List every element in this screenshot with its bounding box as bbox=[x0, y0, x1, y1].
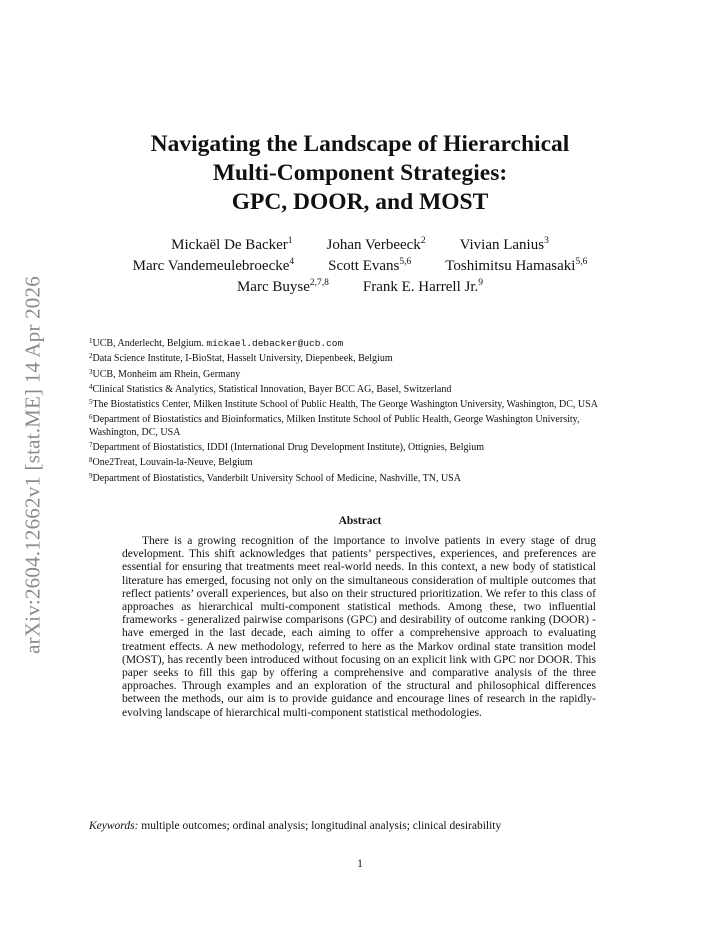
abstract-body: There is a growing recognition of the importance to involve patients in every stage of drug development. This shift acknowledges that patients’ perspectives, experiences, and preferences are essential for ensuring that treatments meet real-world needs. In this context, a new body of statistical literature has emerged, focusing not only on the simultaneous consideration of multiple outcomes that reflect patients’ overall experiences, but also on their structured prioritization. We refer to this class of approaches as hierarchical multi-component statistical methods. Among these, two influential frameworks - generalized pairwise comparisons (GPC) and desirability of outcome ranking (DOOR) - have emerged in the last decade, each aiming to offer a comprehensive approach to evaluating treatment effects. A new methodology, referred to here as the Markov ordinal state transition model (MOST), has recently been introduced without focusing on an explicit link with GPC nor DOOR. This paper seeks to fill this gap by offering a comprehensive and comparative analysis of the three approaches. Through examples and an exploration of the structural and philosophical differences between the methods, our aim is to provide guidance and encourage lines of research in the rapidly-evolving landscape of hierarchical multi-component statistical methodologies. bbox=[122, 535, 596, 719]
author-row-1 bbox=[0, 236, 720, 257]
affiliation: $^8$One2Treat, Louvain-la-Neuve, Belgium bbox=[89, 456, 253, 469]
author: Toshimitsu Hamasaki$^{5,6}$ bbox=[445, 257, 588, 274]
author: Johan Verbeeck$^2$ bbox=[326, 236, 426, 253]
author-email-link[interactable]: mickael.debacker@ucb.com bbox=[206, 338, 344, 349]
abstract-heading: Abstract bbox=[338, 515, 382, 527]
keywords-text: multiple outcomes; ordinal analysis; longitudinal analysis; clinical desirability bbox=[138, 820, 502, 832]
arxiv-sidebar bbox=[18, 250, 48, 680]
author: Marc Buyse$^{2,7,8}$ bbox=[236, 278, 329, 295]
keywords bbox=[89, 820, 649, 832]
arxiv-identifier: arXiv:2604.12662v1 [stat.ME] 14 Apr 2026 bbox=[20, 276, 45, 654]
author: Mickaël De Backer$^1$ bbox=[171, 236, 293, 253]
author-row-2 bbox=[0, 257, 720, 278]
author: Frank E. Harrell Jr.$^9$ bbox=[362, 278, 484, 295]
affiliation: $^9$Department of Biostatistics, Vanderbilt University School of Medicine, Nashville, TN, USA bbox=[89, 471, 461, 484]
author: Scott Evans$^{5,6}$ bbox=[328, 257, 412, 274]
paper-title bbox=[0, 130, 720, 217]
affiliation-list bbox=[89, 335, 631, 485]
affiliation: $^4$Clinical Statistics & Analytics, Statistical Innovation, Bayer BCC AG, Basel, Switzerland bbox=[89, 382, 452, 395]
author: Marc Vandemeulebroecke$^4$ bbox=[132, 257, 295, 274]
affiliation: $^7$Department of Biostatistics, IDDI (International Drug Development Institute), Ottignies, Belgium bbox=[89, 441, 485, 454]
affiliation: $^6$Department of Biostatistics and Bioinformatics, Milken Institute School of Public Health, George Washington University, Washington, DC, USA bbox=[89, 413, 580, 438]
affiliation: $^1$UCB, Anderlecht, Belgium. mickael.debacker@ucb.com bbox=[89, 337, 344, 349]
title-line-2: Multi-Component Strategies: bbox=[212, 160, 508, 186]
affiliation: $^3$UCB, Monheim am Rhein, Germany bbox=[89, 367, 241, 380]
author: Vivian Lanius$^3$ bbox=[459, 236, 549, 253]
author-list bbox=[0, 236, 720, 299]
title-line-3: GPC, DOOR, and MOST bbox=[231, 189, 489, 215]
author-row-3 bbox=[0, 278, 720, 299]
page-number: 1 bbox=[357, 858, 363, 870]
keywords-label: Keywords: bbox=[89, 820, 139, 832]
title-line-1: Navigating the Landscape of Hierarchical bbox=[150, 131, 570, 157]
affiliation: $^5$The Biostatistics Center, Milken Institute School of Public Health, The George Washington University, Washington, DC, USA bbox=[89, 398, 598, 411]
affiliation: $^2$Data Science Institute, I-BioStat, Hasselt University, Diepenbeek, Belgium bbox=[89, 352, 393, 365]
